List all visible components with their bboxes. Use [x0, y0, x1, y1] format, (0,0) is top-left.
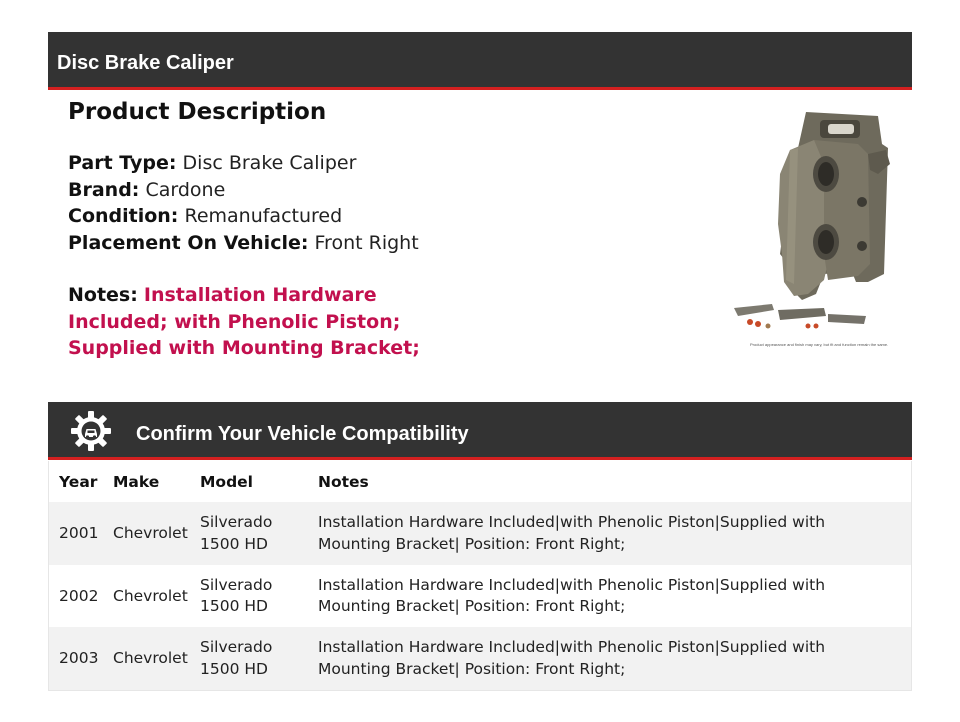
- column-header-notes: Notes: [318, 473, 369, 491]
- spec-value: Cardone: [145, 178, 226, 201]
- column-header-year: Year: [59, 473, 98, 491]
- column-header-make: Make: [113, 473, 160, 491]
- spec-condition: [68, 203, 708, 230]
- column-header-model: Model: [200, 473, 253, 491]
- gear-car-icon: [70, 410, 112, 452]
- notes-value: Installation Hardware Included; with Phenolic Piston; Supplied with Mounting Bracket;: [68, 284, 420, 359]
- table-header-row: [49, 461, 911, 502]
- cell-year: 2003: [59, 649, 99, 667]
- image-disclaimer: Product appearance and finish may vary, but fit and function remain the same.: [750, 342, 889, 347]
- spec-brand: [68, 177, 708, 204]
- cell-notes: Installation Hardware Included|with Phenolic Piston|Supplied with Mounting Bracket| Position: Front Right;: [318, 575, 826, 615]
- compatibility-title: Confirm Your Vehicle Compatibility: [136, 423, 469, 445]
- cell-model: Silverado 1500 HD: [200, 513, 273, 553]
- spec-value: Front Right: [314, 231, 419, 254]
- spec-placement: [68, 230, 708, 257]
- table-row: [49, 627, 911, 690]
- cell-year: 2002: [59, 586, 99, 605]
- cell-model: Silverado 1500 HD: [200, 575, 273, 615]
- caliper-product-image: [728, 104, 898, 354]
- spec-list: [68, 150, 708, 256]
- cell-year: 2001: [59, 524, 99, 542]
- table-row: [49, 565, 911, 628]
- spec-label: Condition:: [68, 205, 179, 227]
- compatibility-bar: [48, 402, 912, 460]
- spec-label: Placement On Vehicle:: [68, 231, 309, 254]
- product-notes: [68, 282, 448, 362]
- spec-part-type: [68, 150, 708, 177]
- spec-value: Remanufactured: [184, 205, 343, 227]
- cell-notes: Installation Hardware Included|with Phenolic Piston|Supplied with Mounting Bracket| Position: Front Right;: [318, 638, 826, 678]
- product-description: [68, 97, 708, 362]
- cell-make: Chevrolet: [113, 649, 188, 667]
- cell-model: Silverado 1500 HD: [200, 638, 273, 678]
- spec-label: Brand:: [68, 178, 140, 201]
- spec-label: Part Type:: [68, 152, 177, 174]
- compatibility-table: [48, 461, 912, 691]
- cell-make: Chevrolet: [113, 586, 188, 605]
- cell-make: Chevrolet: [113, 524, 188, 542]
- product-title: Disc Brake Caliper: [57, 52, 234, 74]
- product-title-bar: [48, 32, 912, 90]
- cell-notes: Installation Hardware Included|with Phenolic Piston|Supplied with Mounting Bracket| Position: Front Right;: [318, 513, 826, 553]
- table-row: [49, 502, 911, 565]
- notes-label: Notes:: [68, 284, 138, 306]
- spec-value: Disc Brake Caliper: [182, 152, 357, 174]
- description-heading: Product Description: [68, 99, 327, 125]
